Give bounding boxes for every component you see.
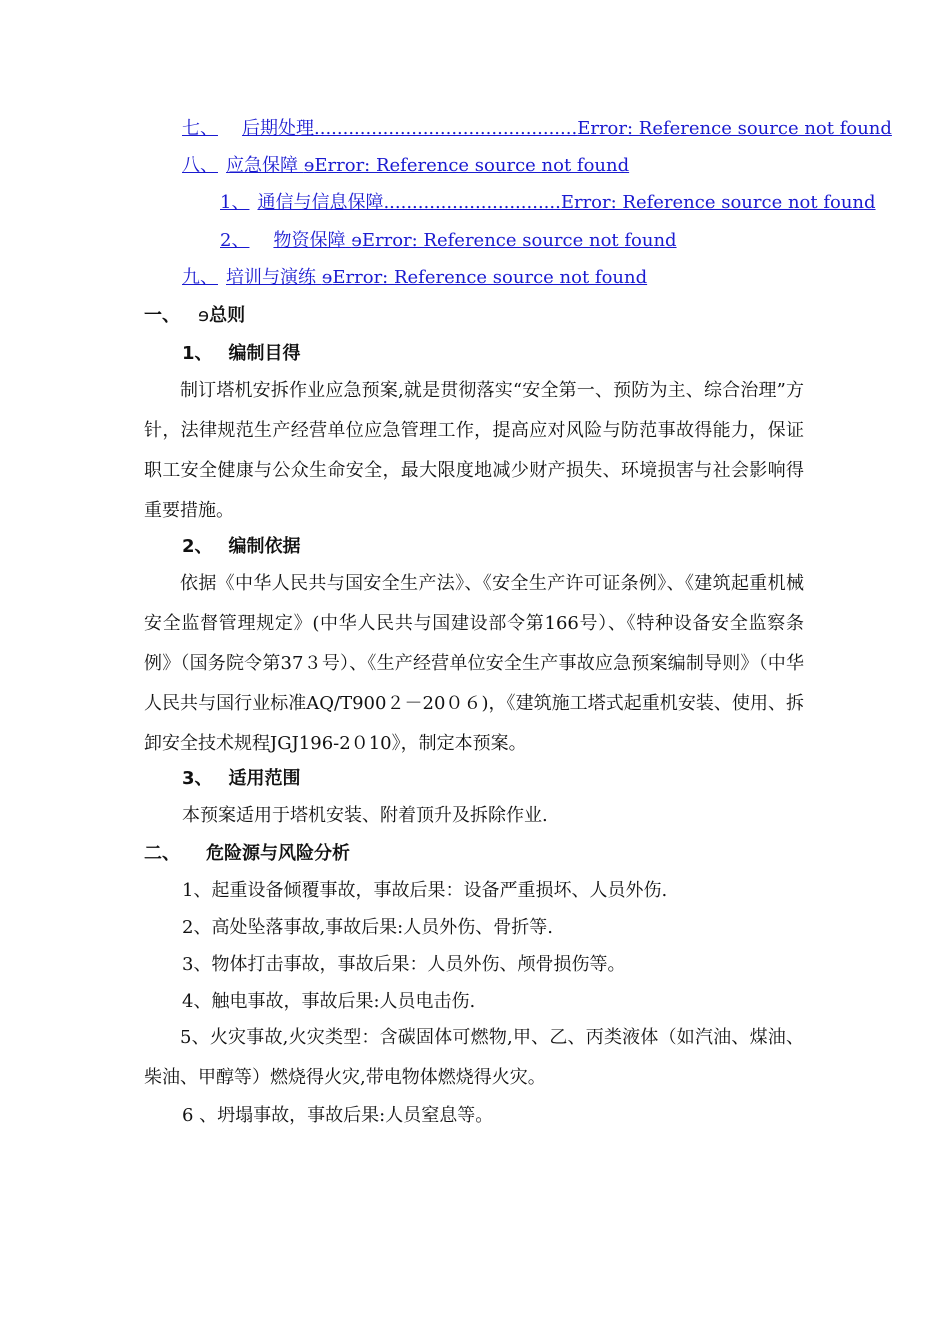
toc-reference: Error: Reference source not found (361, 230, 677, 251)
toc-entry-post-processing[interactable] (182, 117, 892, 141)
subheading-title: 编制依据 (228, 536, 301, 557)
hazard-item: 3、物体打击事故，事故后果：人员外伤、颅骨损伤等。 (182, 954, 626, 975)
toc-title: 物资保障 (273, 230, 346, 251)
toc-reference: Error: Reference source not found (577, 118, 892, 139)
toc-marker-icon: ɘ (321, 267, 333, 288)
toc-leader-dots: .............................................. (314, 118, 578, 139)
section-marker-icon: ɘ (198, 305, 210, 326)
toc-marker-icon: ɘ (303, 155, 315, 176)
section-title: 危险源与风险分析 (206, 843, 350, 864)
toc-leader-dots: ............................... (383, 192, 561, 213)
toc-title: 应急保障 (226, 155, 298, 176)
toc-reference: Error: Reference source not found (314, 155, 630, 176)
section-number: 一、 (144, 305, 180, 326)
hazard-item: 1、起重设备倾覆事故，事故后果：设备严重损坏、人员外伤. (182, 880, 668, 901)
toc-reference: Error: Reference source not found (560, 192, 876, 213)
subheading-number: 2、 (182, 536, 213, 557)
section-title: 总则 (209, 305, 246, 326)
hazard-item-fire: 5、火灾事故,火灾类型：含碳固体可燃物,甲、乙、丙类液体（如汽油、煤油、柴油、甲醇等）燃烧得火灾,带电物体燃烧得火灾。 (144, 1027, 804, 1088)
toc-entry-material-support[interactable] (220, 229, 677, 253)
toc-reference: Error: Reference source not found (332, 267, 648, 288)
toc-title: 培训与演练 (226, 267, 316, 288)
basis-paragraph: 依据《中华人民共与国安全生产法》、《安全生产许可证条例》、《建筑起重机械安全监督管理规定》(中华人民共与国建设部令第166号）、《特种设备安全监察条例》（国务院令第37３号）、《生产经营单位安全生产事故应急预案编制导则》（中华人民共与国行业标准AQ/T900２－20０６)，《建筑施工塔式起重机安装、使用、拆卸安全技术规程JGJ196-2０10》，制定本预案。 (144, 573, 804, 754)
subheading-number: 1、 (182, 343, 213, 364)
scope-paragraph: 本预案适用于塔机安装、附着顶升及拆除作业. (182, 805, 548, 826)
toc-number: 1、 (220, 192, 250, 213)
section-number: 二、 (144, 843, 180, 864)
subheading-purpose (182, 342, 301, 366)
toc-number: 九、 (182, 267, 218, 288)
subheading-number: 3、 (182, 768, 213, 789)
hazard-item: 2、高处坠落事故,事故后果:人员外伤、骨折等. (182, 917, 553, 938)
subheading-title: 适用范围 (228, 768, 301, 789)
toc-number: 七、 (182, 118, 218, 139)
toc-number: 八、 (182, 155, 218, 176)
toc-title: 通信与信息保障 (257, 192, 384, 213)
subheading-basis (182, 535, 301, 559)
toc-entry-training-drill[interactable] (182, 266, 647, 290)
purpose-paragraph: 制订塔机安拆作业应急预案,就是贯彻落实“安全第一、预防为主、综合治理”方针，法律规范生产经营单位应急管理工作，提高应对风险与防范事故得能力，保证职工安全健康与公众生命安全，最大限度地减少财产损失、环境损害与社会影响得重要措施。 (144, 380, 804, 521)
subheading-title: 编制目得 (228, 343, 301, 364)
section-heading-general (144, 304, 245, 328)
subheading-scope (182, 767, 301, 791)
hazard-item: 4、触电事故，事故后果:人员电击伤. (182, 991, 476, 1012)
toc-entry-communication-support[interactable] (220, 191, 876, 215)
toc-number: 2、 (220, 230, 250, 251)
section-heading-hazards (144, 842, 350, 866)
toc-title: 后期处理 (242, 118, 314, 139)
toc-marker-icon: ɘ (351, 230, 362, 251)
toc-entry-emergency-support[interactable] (182, 154, 629, 178)
hazard-item: 6 、坍塌事故，事故后果:人员窒息等。 (182, 1105, 494, 1126)
